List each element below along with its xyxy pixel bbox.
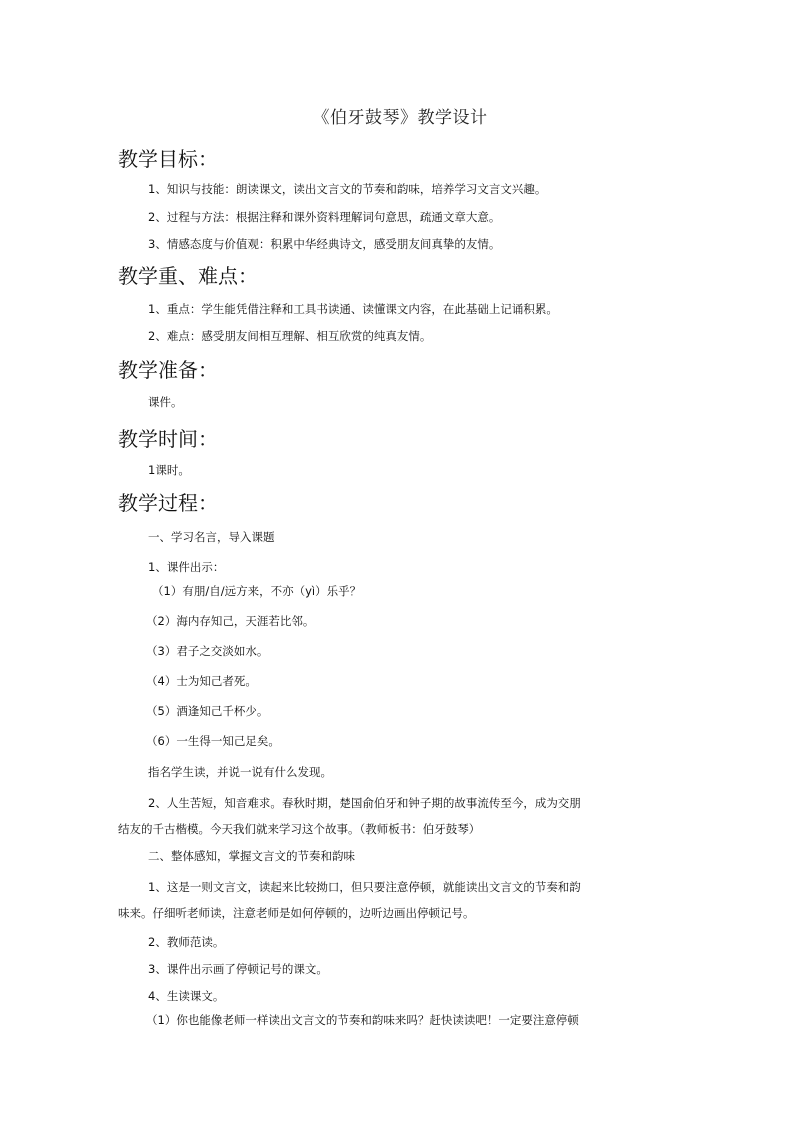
process-line: （1）你也能像老师一样读出文言文的节奏和韵味来吗？赶快读读吧！一定要注意停顿 <box>146 1013 579 1027</box>
process-line: 2、人生苦短，知音难求。春秋时期，楚国俞伯牙和钟子期的故事流传至今，成为交朋 <box>148 796 581 810</box>
process-line: （3）君子之交淡如水。 <box>146 644 269 658</box>
document-title: 《伯牙鼓琴》教学设计 <box>312 108 488 128</box>
process-line: 1、课件出示： <box>148 560 225 574</box>
process-line: 2、教师范读。 <box>148 935 225 949</box>
section-heading-time: 教学时间： <box>118 427 218 451</box>
process-line: 4、生读课文。 <box>148 989 225 1003</box>
process-line: （5）酒逢知己千杯少。 <box>146 704 269 718</box>
objective-item: 3、情感态度与价值观：积累中华经典诗文，感受朋友间真挚的友情。 <box>148 237 501 251</box>
key-point-item: 2、难点：感受朋友间相互理解、相互欣赏的纯真友情。 <box>148 329 432 343</box>
time-item: 1课时。 <box>148 463 190 477</box>
process-line: （4）士为知己者死。 <box>146 674 257 688</box>
section-heading-process: 教学过程： <box>118 491 218 515</box>
process-line: 味来。仔细听老师读，注意老师是如何停顿的，边听边画出停顿记号。 <box>118 906 475 920</box>
key-point-item: 1、重点：学生能凭借注释和工具书读通、读懂课文内容，在此基础上记诵积累。 <box>148 302 558 316</box>
section-heading-key-points: 教学重、难点： <box>118 264 258 288</box>
process-line: （2）海内存知己，天涯若比邻。 <box>146 614 315 628</box>
process-line: 1、这是一则文言文，读起来比较拗口，但只要注意停顿，就能读出文言文的节奏和韵 <box>148 880 581 894</box>
process-line: 3、课件出示画了停顿记号的课文。 <box>148 962 328 976</box>
process-line: 结友的千古楷模。今天我们就来学习这个故事。（教师板书：伯牙鼓琴） <box>118 822 481 836</box>
section-heading-objectives: 教学目标： <box>118 147 218 171</box>
objective-item: 1、知识与技能：朗读课文，读出文言文的节奏和韵味，培养学习文言文兴趣。 <box>148 182 547 196</box>
section-heading-preparation: 教学准备： <box>118 358 218 382</box>
objective-item: 2、过程与方法：根据注释和课外资料理解词句意思，疏通文章大意。 <box>148 210 501 224</box>
process-line: 二、整体感知，掌握文言文的节奏和韵味 <box>148 849 355 863</box>
process-line: 指名学生读，并说一说有什么发现。 <box>148 765 332 779</box>
preparation-item: 课件。 <box>148 395 183 409</box>
process-line: （1）有朋/自/远方来，不亦（yì）乐乎？ <box>152 584 362 598</box>
process-line: 一、学习名言，导入课题 <box>148 530 275 544</box>
process-line: （6）一生得一知己足矣。 <box>146 734 280 748</box>
